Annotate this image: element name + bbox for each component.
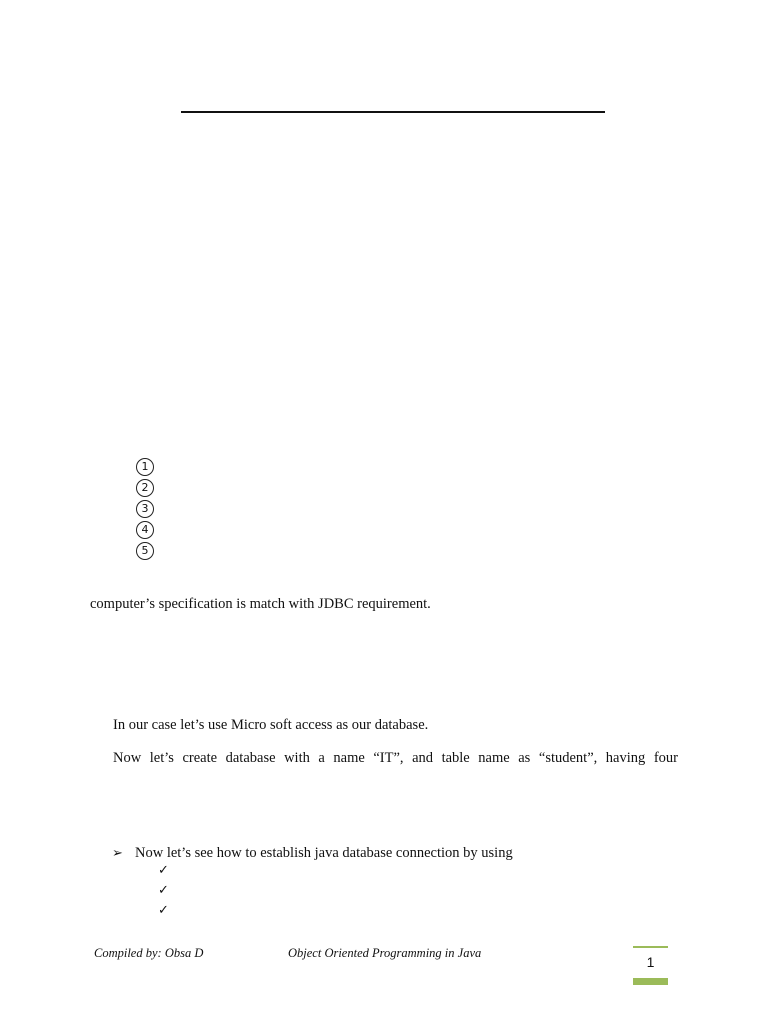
page-number-top-rule bbox=[633, 946, 668, 948]
paragraph-spec-line: computer’s specification is match with JDBC requirement. bbox=[90, 596, 431, 612]
paragraph-establish-line: Now let’s see how to establish java database connection by using bbox=[135, 845, 513, 861]
step-marker-2 bbox=[136, 478, 154, 496]
title-underline bbox=[181, 111, 605, 113]
circled-number: 3 bbox=[136, 500, 154, 518]
circled-number: 5 bbox=[136, 542, 154, 560]
checkmark-icon: ✓ bbox=[158, 863, 169, 878]
circled-number: 4 bbox=[136, 521, 154, 539]
step-marker-1 bbox=[136, 457, 154, 475]
checkmark-icon: ✓ bbox=[158, 903, 169, 918]
checkmark-icon: ✓ bbox=[158, 883, 169, 898]
arrow-bullet-icon: ➢ bbox=[112, 846, 123, 861]
paragraph-create-line: Now let’s create database with a name “IT”, and table name as “student”, having four bbox=[113, 750, 678, 766]
step-marker-4 bbox=[136, 520, 154, 538]
footer-course-title: Object Oriented Programming in Java bbox=[288, 946, 482, 960]
circled-number: 2 bbox=[136, 479, 154, 497]
circled-number: 1 bbox=[136, 458, 154, 476]
page-number: 1 bbox=[646, 954, 655, 970]
step-marker-5 bbox=[136, 541, 154, 559]
step-marker-3 bbox=[136, 499, 154, 517]
footer-compiled-by: Compiled by: Obsa D bbox=[94, 946, 204, 960]
paragraph-access-line: In our case let’s use Micro soft access as our database. bbox=[113, 717, 429, 733]
page-number-accent-bar bbox=[633, 978, 668, 985]
